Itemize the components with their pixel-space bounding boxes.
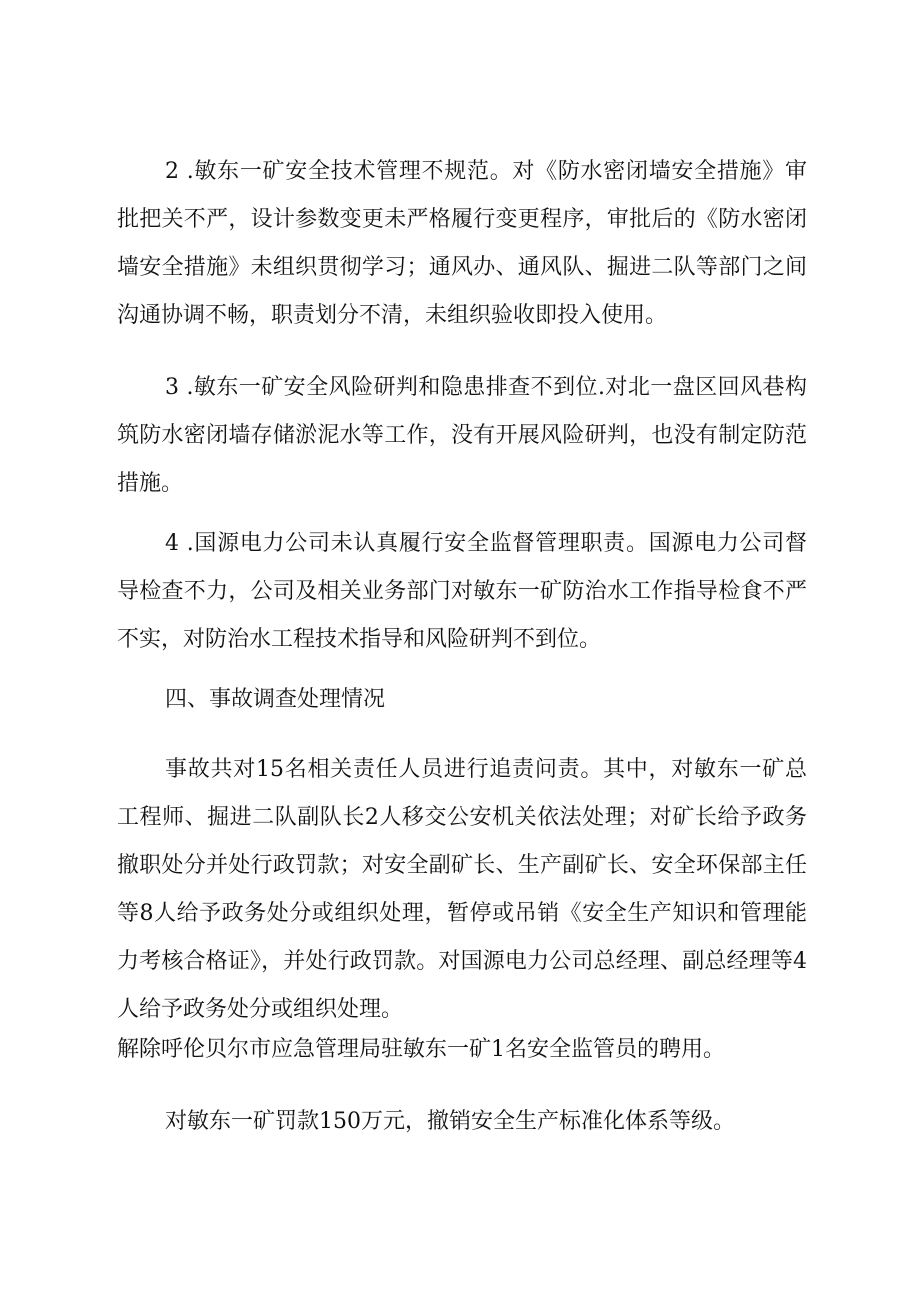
penalty-paragraph: 对敏东一矿罚款150万元，撤销安全生产标准化体系等级。 [165,1109,735,1134]
paragraph-item-4: 4 .国源电力公司未认真履行安全监督管理职责。国源电力公司督导检查不力，公司及相关业务部门对敏东一矿防治水工作指导检食不严不实，对防治水工程技术指导和风险研判不到位。 [117,531,807,652]
section-heading: 四、事故调查处理情况 [165,687,386,712]
dismissal-paragraph: 解除呼伦贝尔市应急管理局驻敏东一矿1名安全监管员的聘用。 [117,1037,725,1062]
paragraph-item-3: 3 .敏东一矿安全风险研判和隐患排查不到位.对北一盘区回风巷构筑防水密闭墙存储淤泥水等工作，没有开展风险研判，也没有制定防范措施。 [117,375,807,496]
accountability-paragraph: 事故共对15名相关责任人员进行追责问责。其中，对敏东一矿总工程师、掘进二队副队长2人移交公安机关依法处理；对矿长给予政务撤职处分并处行政罚款；对安全副矿长、生产副矿长、安全环保部主任等8人给予政务处分或组织处理，暂停或吊销《安全生产知识和管理能力考核合格证》，并处行政罚款。对国源电力公司总经理、副总经理等4人给予政务处分或组织处理。 [117,757,807,1022]
paragraph-item-2: 2 .敏东一矿安全技术管理不规范。对《防水密闭墙安全措施》审批把关不严，设计参数变更未严格履行变更程序，审批后的《防水密闭墙安全措施》未组织贯彻学习；通风办、通风队、掘进二队等部门之间沟通协调不畅，职责划分不清，未组织验收即投入使用。 [117,159,807,328]
